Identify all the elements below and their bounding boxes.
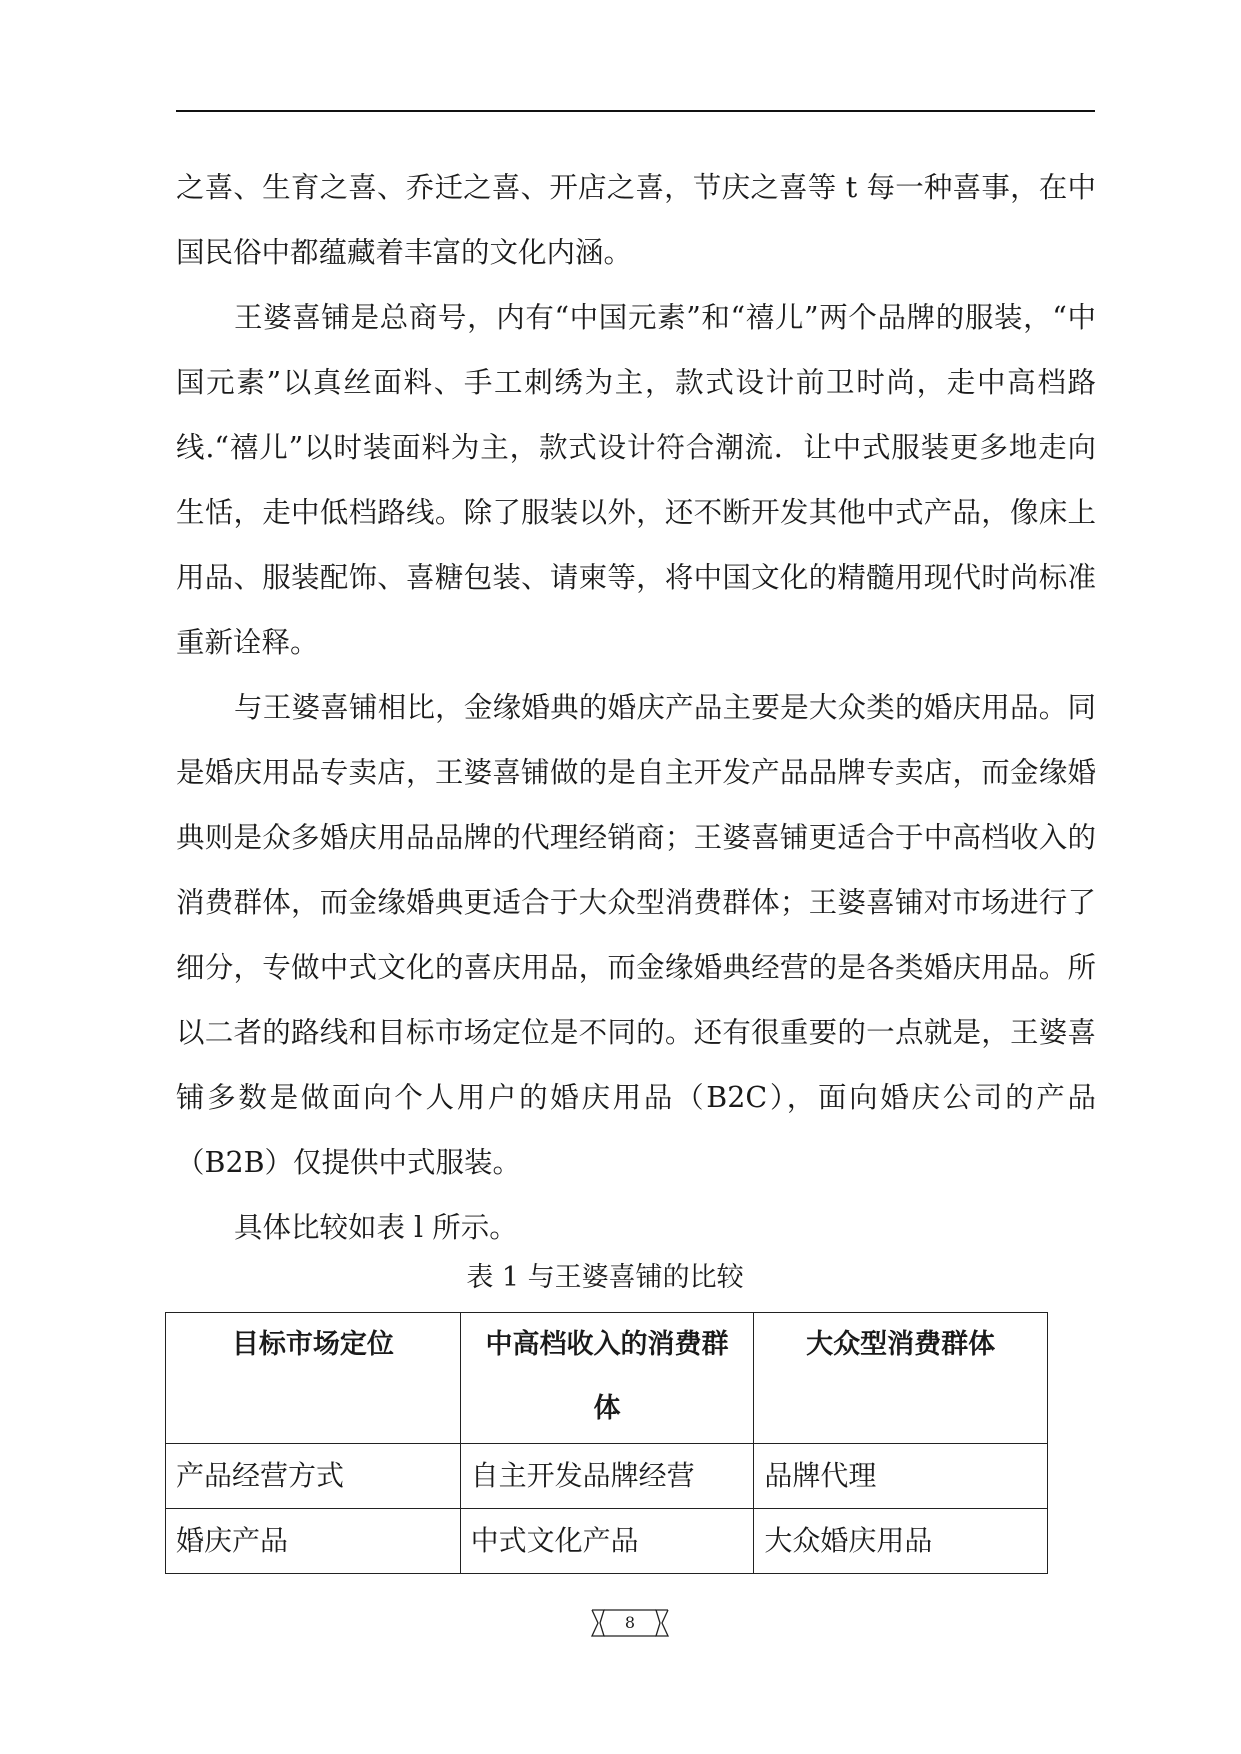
table-header-cell: 目标市场定位 xyxy=(166,1313,461,1444)
header-rule xyxy=(176,110,1095,112)
table-row xyxy=(166,1444,1048,1509)
table-cell: 中式文化产品 xyxy=(460,1509,754,1574)
table-cell: 自主开发品牌经营 xyxy=(460,1444,754,1509)
paragraph-4: 具体比较如表 l 所示。 xyxy=(234,1211,518,1244)
table-header-cell: 大众型消费群体 xyxy=(754,1313,1048,1444)
table-cell: 大众婚庆用品 xyxy=(754,1509,1048,1574)
table-cell: 产品经营方式 xyxy=(166,1444,461,1509)
table-cell: 婚庆产品 xyxy=(166,1509,461,1574)
table-header-row xyxy=(166,1313,1048,1444)
body-text xyxy=(176,155,1096,1260)
paragraph-3: 与王婆喜铺相比，金缘婚典的婚庆产品主要是大众类的婚庆用品。同是婚庆用品专卖店，王婆喜铺做的是自主开发产品品牌专卖店，而金缘婚典则是众多婚庆用品品牌的代理经销商；王婆喜铺更适合于中高档收入的消费群体，而金缘婚典更适合于大众型消费群体；王婆喜铺对市场进行了细分，专做中式文化的喜庆用品，而金缘婚典经营的是各类婚庆用品。所以二者的路线和目标市场定位是不同的。还有很重要的一点就是，王婆喜铺多数是做面向个人用户的婚庆用品（B2C），面向婚庆公司的产品（B2B）仅提供中式服装。 xyxy=(176,691,1096,1179)
page-number-text: 8 xyxy=(624,1613,636,1632)
table-row xyxy=(166,1509,1048,1574)
paragraph-1: 之喜、生育之喜、乔迁之喜、开店之喜，节庆之喜等 t 每一种喜事，在中国民俗中都蕴藏着丰富的文化内涵。 xyxy=(176,171,1096,269)
comparison-table xyxy=(165,1312,1048,1574)
page-number xyxy=(590,1608,670,1638)
table-cell: 品牌代理 xyxy=(754,1444,1048,1509)
table-header-cell: 中高档收入的消费群体 xyxy=(460,1313,754,1444)
table-caption: 表 1 与王婆喜铺的比较 xyxy=(466,1262,744,1293)
paragraph-2: 王婆喜铺是总商号，内有“中国元素”和“禧儿”两个品牌的服装，“中国元素”以真丝面料、手工刺绣为主，款式设计前卫时尚，走中高档路线.“禧儿”以时装面料为主，款式设计符合潮流．让中式服装更多地走向生恬，走中低档路线。除了服装以外，还不断开发其他中式产品，像床上用品、服装配饰、喜糖包装、请柬等，将中国文化的精髓用现代时尚标准重新诠释。 xyxy=(176,301,1096,659)
